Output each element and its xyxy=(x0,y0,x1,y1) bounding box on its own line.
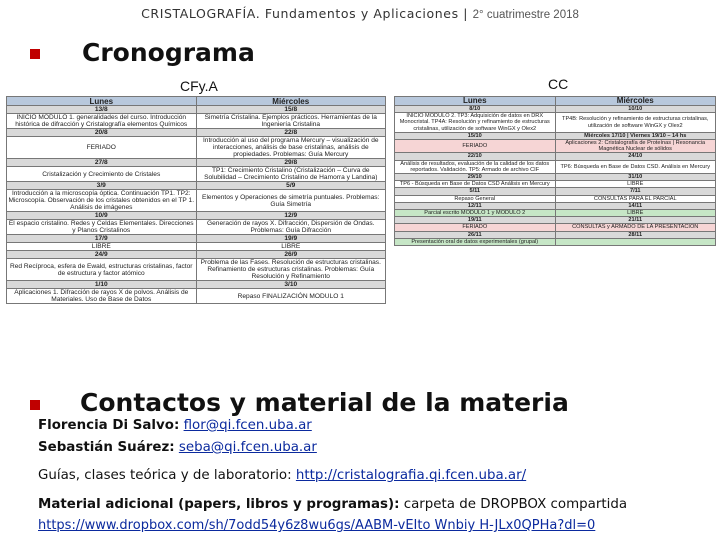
table-cell: 15/8 xyxy=(196,106,386,114)
table-cell: 22/8 xyxy=(196,129,386,137)
table-cell: Análisis de resultados, evaluación de la calidad de los datos reportados. Validación. TP5: Armado de archivo CIF xyxy=(395,160,556,173)
header-subtitle: 2° cuatrimestre 2018 xyxy=(472,9,579,21)
date-row xyxy=(7,281,386,289)
guides-link[interactable]: http://cristalografia.qi.fcen.uba.ar/ xyxy=(295,468,527,483)
date-row xyxy=(7,212,386,220)
header-title: CRISTALOGRAFÍA. Fundamentos y Aplicaciones xyxy=(141,6,459,21)
bullet-icon xyxy=(30,49,40,59)
table-cell: 10/10 xyxy=(555,106,716,113)
date-row xyxy=(7,129,386,137)
table-cell: 31/10 xyxy=(555,174,716,181)
contact-email-link[interactable]: seba@qi.fcen.uba.ar xyxy=(178,440,317,455)
table-cell: INICIO MODULO 1. generalidades del curso. Introducción histórica de difracción y Cristalografía elementos Químicos xyxy=(7,114,197,129)
table-cell: 20/8 xyxy=(7,129,197,137)
table-cell xyxy=(555,238,716,245)
table-cell: 24/9 xyxy=(7,251,197,259)
table-row xyxy=(395,160,716,173)
column-header: Lunes xyxy=(395,97,556,106)
table-cell: Repaso General xyxy=(395,195,556,202)
table-row xyxy=(395,140,716,153)
date-row xyxy=(7,159,386,167)
material-row xyxy=(38,518,595,533)
table-cell: Parcial escrito MODULO 1 y MODULO 2 xyxy=(395,210,556,217)
table-cell: El espacio cristalino. Redes y Celdas Elementales. Direcciones y Planos Cristalinos xyxy=(7,220,197,235)
table-row xyxy=(7,220,386,235)
date-row xyxy=(395,106,716,113)
table-cell: 13/8 xyxy=(7,106,197,114)
dropbox-link[interactable]: https://www.dropbox.com/sh/7odd54y6z8wu6gs/AABM-vEIto Wnbiy H-JLx0QPHa?dl=0 xyxy=(38,518,596,533)
table-cell: LIBRE xyxy=(7,243,197,251)
table-cell: 5/11 xyxy=(395,188,556,195)
table-cell: 19/11 xyxy=(395,217,556,224)
table-cell: 26/9 xyxy=(196,251,386,259)
table-row xyxy=(7,114,386,129)
table-row xyxy=(7,137,386,159)
label-cfya: CFy.A xyxy=(180,78,218,94)
table-row xyxy=(395,238,716,245)
table-row xyxy=(395,224,716,231)
date-row xyxy=(7,106,386,114)
table-cell: 24/10 xyxy=(555,153,716,160)
date-row xyxy=(395,231,716,238)
table-cell: Aplicaciones 1. Difracción de rayos X de polvos. Análisis de Materiales. Uso de Base de Datos xyxy=(7,289,197,304)
table-cell: Elementos y Operaciones de simetría puntuales. Problemas: Guía Simetría xyxy=(196,190,386,212)
table-cell: FERIADO xyxy=(395,140,556,153)
table-cell: Miércoles 17/10 | Viernes 19/10 – 14 hs xyxy=(555,132,716,139)
table-cell: 12/9 xyxy=(196,212,386,220)
section-title-cronograma: Cronograma xyxy=(82,38,255,67)
schedule-table-cc xyxy=(394,96,716,246)
table-row xyxy=(7,259,386,281)
table-cell: TP4B: Resolución y refinamiento de estructuras cristalinas, utilización de software WinGX y Olex2 xyxy=(555,113,716,133)
header-separator: | xyxy=(463,6,469,21)
date-row xyxy=(7,182,386,190)
table-cell: 19/9 xyxy=(196,235,386,243)
table-cell: TP1: Crecimiento Cristalino (Cristalización – Curva de Solubilidad – Crecimiento Cristalino de Hamorra y Landina) xyxy=(196,167,386,182)
table-row xyxy=(7,190,386,212)
contact-email-link[interactable]: flor@qi.fcen.uba.ar xyxy=(183,418,312,433)
table-cell: 15/10 xyxy=(395,132,556,139)
table-cell: 22/10 xyxy=(395,153,556,160)
table-cell: INICIO MODULO 2. TP3: Adquisición de datos en DRX Monocristal. TP4A: Resolución y refinamiento de estructuras cristalinas, utilización de software WinGX y Olex2 xyxy=(395,113,556,133)
date-row xyxy=(395,174,716,181)
table-cell: 29/10 xyxy=(395,174,556,181)
table-cell: TP6: Búsqueda en Base de Datos CSD. Análisis en Mercury xyxy=(555,160,716,173)
column-header: Lunes xyxy=(7,97,197,106)
table-cell: Presentación oral de datos experimentales (grupal) xyxy=(395,238,556,245)
table-cell: LIBRE xyxy=(555,210,716,217)
table-cell: 5/9 xyxy=(196,182,386,190)
table-cell: 1/10 xyxy=(7,281,197,289)
table-cell: Generación de rayos X. Difracción, Dispersión de Ondas. Problemas: Guía Difracción xyxy=(196,220,386,235)
column-header: Miércoles xyxy=(196,97,386,106)
table-row xyxy=(7,167,386,182)
table-cell: LIBRE xyxy=(555,181,716,188)
table-cell: 14/11 xyxy=(555,202,716,209)
table-row xyxy=(395,210,716,217)
table-cell: 10/9 xyxy=(7,212,197,220)
table-row xyxy=(395,113,716,133)
contact-name: Sebastián Suárez: xyxy=(38,440,175,455)
date-row xyxy=(395,217,716,224)
table-cell: Introducción al uso del programa Mercury – visualización de interacciones, análisis de base cristalinas, análisis de propiedades. Problemas: Guía Mercury xyxy=(196,137,386,159)
table-cell: 3/9 xyxy=(7,182,197,190)
table-row xyxy=(395,195,716,202)
date-row xyxy=(395,153,716,160)
table-cell: Introducción a la microscopía óptica. Continuación TP1. TP2: Microscopía. Observación de los cristales obtenidos en el TP 1. Análisis de imágenes xyxy=(8,190,195,211)
table-cell: 7/11 xyxy=(555,188,716,195)
material-row xyxy=(38,497,627,512)
contact-row xyxy=(38,440,317,455)
contact-row xyxy=(38,418,312,433)
contact-name: Florencia Di Salvo: xyxy=(38,418,180,433)
section-title-contactos: Contactos y material de la materia xyxy=(80,388,569,417)
table-cell: 8/10 xyxy=(395,106,556,113)
table-cell: 17/9 xyxy=(7,235,197,243)
table-cell: 21/11 xyxy=(555,217,716,224)
bullet-icon xyxy=(30,400,40,410)
table-cell: Simetría Cristalina. Ejemplos prácticos. Herramientas de la Ingeniería Cristalina xyxy=(196,114,386,129)
date-row xyxy=(395,188,716,195)
table-cell: TP6 - Búsqueda en Base de Datos CSD Análisis en Mercury xyxy=(395,181,556,188)
table-row xyxy=(7,243,386,251)
date-row xyxy=(395,202,716,209)
table-cell: 28/11 xyxy=(555,231,716,238)
table-cell: Aplicaciones 2: Cristalografía de Proteínas | Resonancia Magnética Nuclear de sólidos xyxy=(555,140,716,153)
schedule-table-cfya xyxy=(6,96,386,304)
table-cell: 27/8 xyxy=(7,159,197,167)
date-row xyxy=(395,132,716,139)
table-cell: 29/8 xyxy=(196,159,386,167)
table-cell: FERIADO xyxy=(7,137,197,159)
table-cell: CONSULTAS y ARMADO DE LA PRESENTACIÓN xyxy=(555,224,716,231)
table-row xyxy=(7,289,386,304)
label-cc: CC xyxy=(548,76,569,92)
date-row xyxy=(7,235,386,243)
material-label: Material adicional (papers, libros y programas): xyxy=(38,497,400,512)
table-cell: Cristalización y Crecimiento de Cristales xyxy=(7,167,197,182)
header xyxy=(0,6,720,21)
table-cell: Repaso FINALIZACIÓN MODULO 1 xyxy=(196,289,386,304)
material-text: carpeta de DROPBOX compartida xyxy=(403,497,628,512)
table-row xyxy=(395,181,716,188)
table-cell: 3/10 xyxy=(196,281,386,289)
table-cell: FERIADO xyxy=(395,224,556,231)
table-cell: 26/11 xyxy=(395,231,556,238)
guides-label: Guías, clases teórica y de laboratorio: xyxy=(38,468,292,483)
table-cell: Problema de las Fases. Resolución de estructuras cristalinas. Refinamiento de estructuras cristalinas. Problemas: Guía Resolución y Refinamiento xyxy=(196,259,386,281)
column-header: Miércoles xyxy=(555,97,716,106)
table-cell: 12/11 xyxy=(395,202,556,209)
table-cell: Red Recíproca, esfera de Ewald, estructuras cristalinas, factor de estructura y factor atómico xyxy=(7,259,197,281)
table-cell: LIBRE xyxy=(196,243,386,251)
table-cell: CONSULTAS PARA EL PARCIAL xyxy=(555,195,716,202)
date-row xyxy=(7,251,386,259)
guides-row xyxy=(38,468,526,483)
